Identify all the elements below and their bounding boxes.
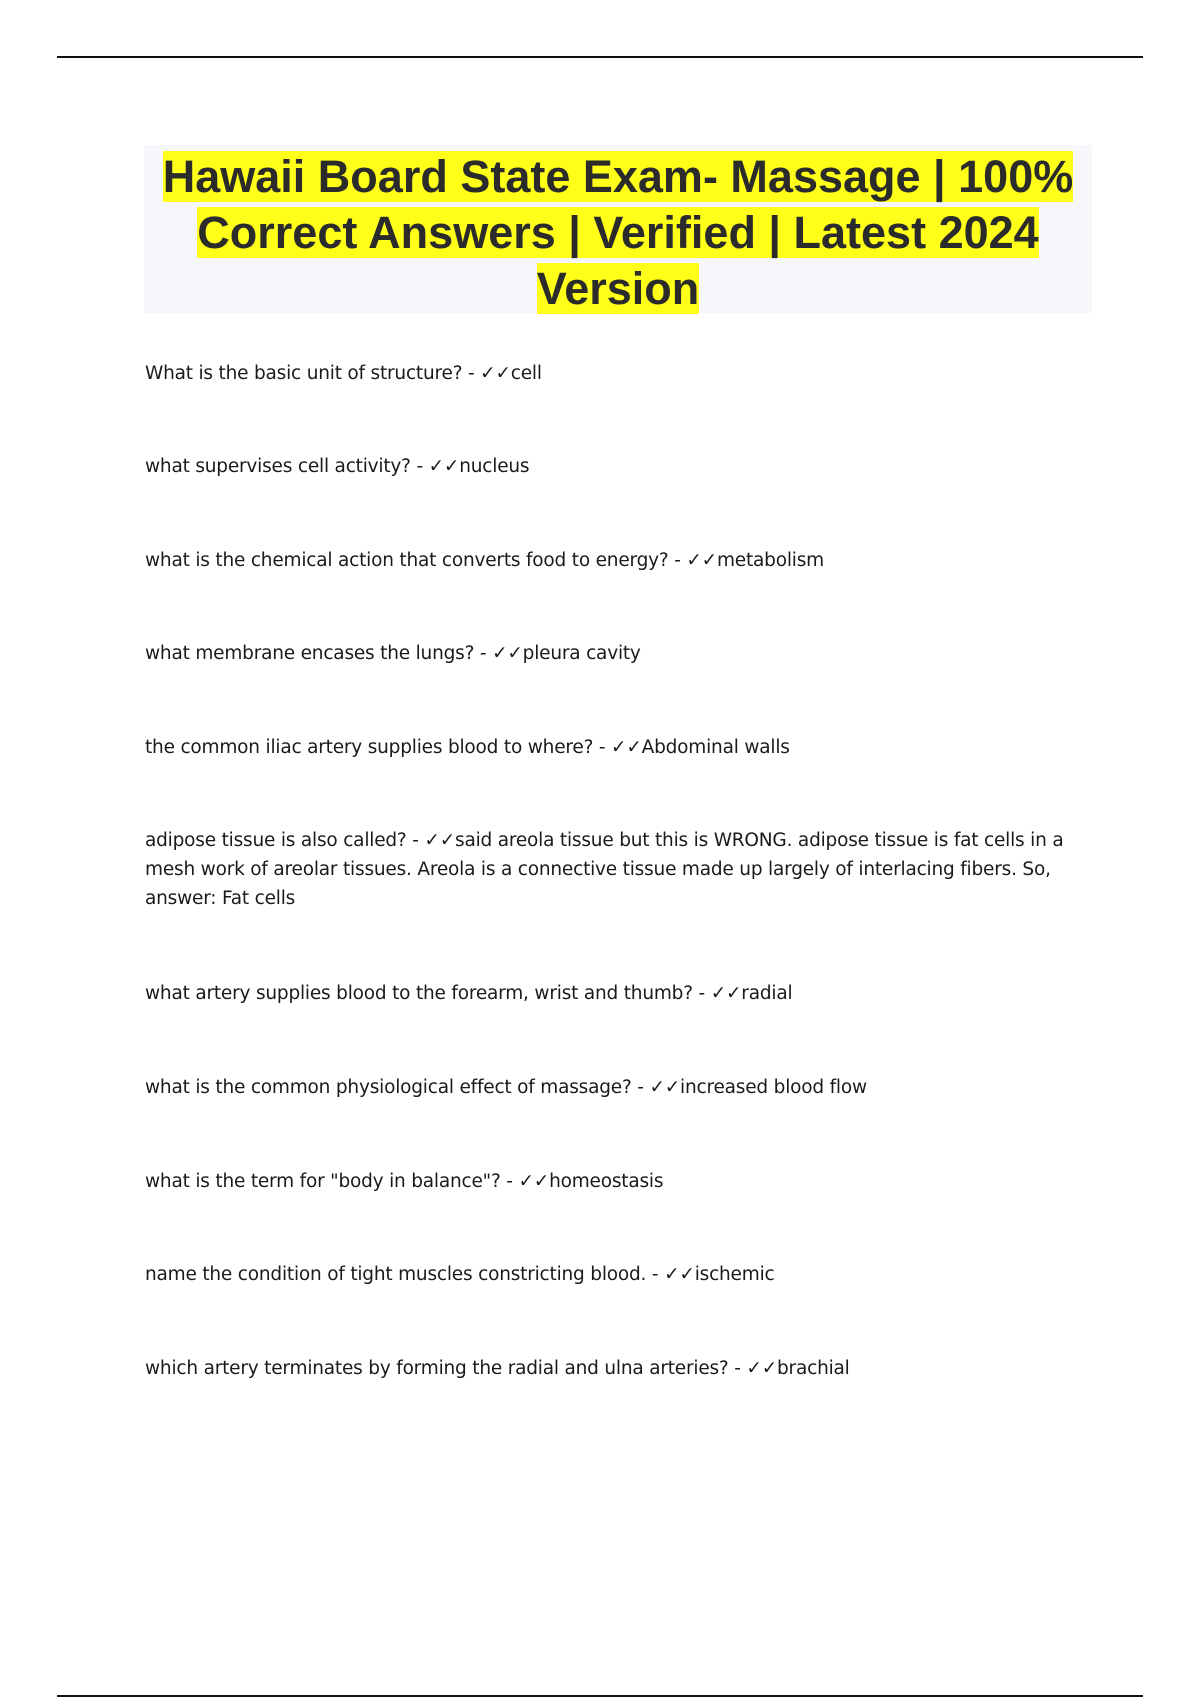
checkmark-icon: ✓✓ — [518, 1171, 550, 1192]
answer-text: said areola tissue but this is WRONG. adipose tissue is fat cells in a mesh work of areolar tissues. Areola is a connective tissue made up largely of interlacing fibers. So, answer: Fat cells — [145, 830, 1064, 909]
separator: - — [646, 1264, 665, 1285]
checkmark-icon: ✓✓ — [480, 363, 511, 384]
question-text: what membrane encases the lungs? — [145, 643, 475, 664]
answer-text: brachial — [777, 1358, 850, 1379]
checkmark-icon: ✓✓ — [710, 983, 742, 1004]
question-text: name the condition of tight muscles constricting blood. — [145, 1264, 647, 1285]
title-box — [144, 145, 1092, 313]
answer-text: Abdominal walls — [641, 737, 790, 758]
answer-text: ischemic — [694, 1264, 775, 1285]
question-text: what is the term for "body in balance"? — [145, 1171, 501, 1192]
separator: - — [500, 1171, 519, 1192]
question-text: what is the chemical action that converts food to energy? — [145, 550, 669, 571]
checkmark-icon: ✓✓ — [649, 1077, 681, 1098]
qa-item — [145, 1073, 1065, 1102]
qa-item — [145, 546, 1065, 575]
separator: - — [631, 1077, 650, 1098]
qa-item — [145, 1167, 1065, 1196]
question-text: what artery supplies blood to the forearm, wrist and thumb? — [145, 983, 693, 1004]
answer-text: increased blood flow — [680, 1077, 867, 1098]
checkmark-icon: ✓✓ — [428, 456, 460, 477]
checkmark-icon: ✓✓ — [664, 1264, 695, 1285]
separator: - — [406, 830, 425, 851]
question-text: the common iliac artery supplies blood to where? — [145, 737, 594, 758]
separator: - — [692, 983, 711, 1004]
question-text: what supervises cell activity? — [145, 456, 411, 477]
document-title-highlight: Hawaii Board State Exam- Massage | 100% Correct Answers | Verified | Latest 2024 Version — [162, 151, 1074, 314]
separator: - — [462, 363, 481, 384]
qa-item — [145, 733, 1065, 762]
qa-item — [145, 826, 1065, 913]
checkmark-icon: ✓✓ — [611, 737, 642, 758]
separator: - — [728, 1358, 747, 1379]
qa-item — [145, 979, 1065, 1008]
qa-item — [145, 359, 1065, 388]
question-text: what is the common physiological effect of massage? — [145, 1077, 632, 1098]
question-text: adipose tissue is also called? — [145, 830, 407, 851]
question-text: which artery terminates by forming the radial and ulna arteries? — [145, 1358, 729, 1379]
answer-text: radial — [741, 983, 793, 1004]
qa-item — [145, 639, 1065, 668]
bottom-rule — [57, 1695, 1143, 1697]
checkmark-icon: ✓✓ — [424, 830, 455, 851]
separator: - — [593, 737, 612, 758]
separator: - — [474, 643, 493, 664]
qa-item — [145, 1260, 1065, 1289]
answer-text: pleura cavity — [522, 643, 641, 664]
checkmark-icon: ✓✓ — [492, 643, 523, 664]
separator: - — [410, 456, 429, 477]
answer-text: homeostasis — [549, 1171, 664, 1192]
answer-text: metabolism — [716, 550, 824, 571]
answer-text: cell — [510, 363, 542, 384]
question-text: What is the basic unit of structure? — [145, 363, 463, 384]
top-rule — [57, 56, 1143, 58]
qa-item — [145, 452, 1065, 481]
separator: - — [668, 550, 687, 571]
document-title — [144, 149, 1092, 317]
checkmark-icon: ✓✓ — [686, 550, 717, 571]
qa-item — [145, 1354, 1065, 1383]
answer-text: nucleus — [459, 456, 530, 477]
checkmark-icon: ✓✓ — [746, 1358, 778, 1379]
